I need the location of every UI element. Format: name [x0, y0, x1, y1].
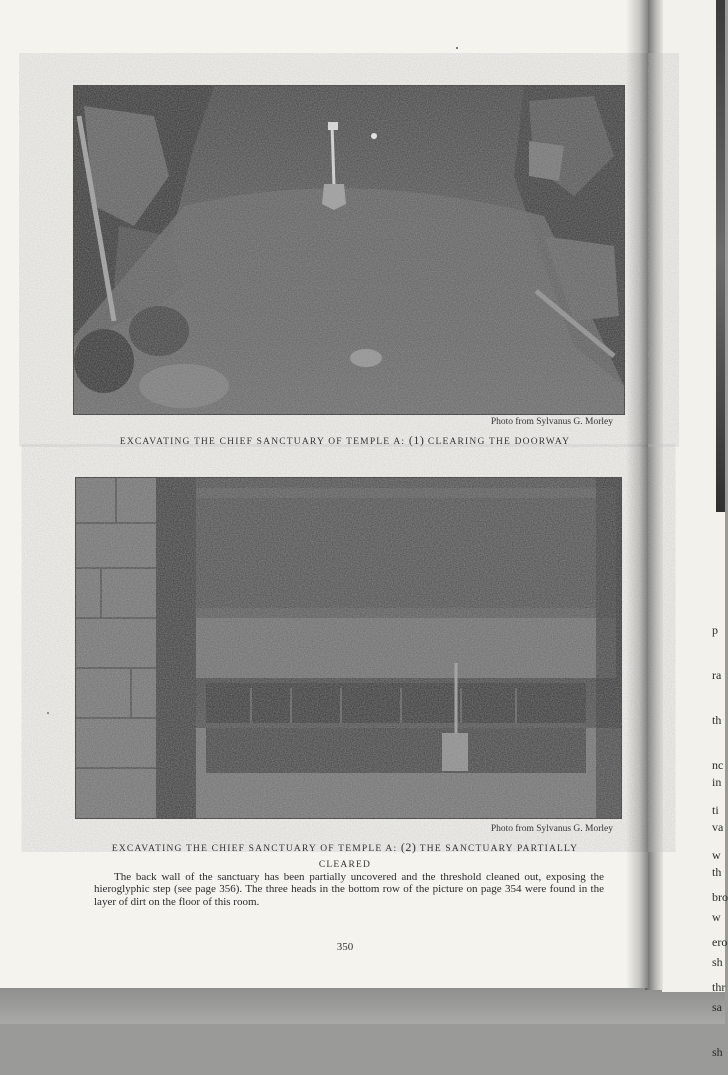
facing-text-block-3: bro ero thr	[712, 890, 728, 994]
dust-speck	[47, 712, 49, 714]
caption-prefix: EXCAVATING THE CHIEF SANCTUARY OF TEMPLE A:	[111, 844, 398, 854]
caption-suffix: CLEARING THE DOORWAY	[427, 437, 571, 447]
caption-line-1	[60, 839, 630, 857]
caption-number: (2)	[400, 840, 417, 854]
dust-speck	[456, 47, 458, 49]
scanner-bed-edge	[0, 986, 725, 1024]
caption-number: (1)	[408, 433, 425, 447]
facing-text-block-1: p ra th nc ti w	[712, 623, 724, 862]
photo-clearing-doorway-image	[74, 86, 624, 414]
photo-sanctuary-partially-cleared-image	[76, 478, 621, 818]
facing-text-block-2: in va th w sh sa sh	[712, 775, 724, 1059]
page-number: 350	[336, 941, 354, 953]
photo-sanctuary-partially-cleared	[75, 477, 622, 819]
facing-page-photo-edge	[716, 0, 725, 512]
caption-line-2: CLEARED	[318, 860, 372, 870]
photo-caption	[60, 839, 630, 873]
caption-suffix: THE SANCTUARY PARTIALLY	[419, 844, 579, 854]
photo-credit: Photo from Sylvanus G. Morley	[490, 417, 613, 427]
caption-prefix: EXCAVATING THE CHIEF SANCTUARY OF TEMPLE A:	[119, 437, 406, 447]
photo-clearing-doorway	[73, 85, 625, 415]
body-paragraph: The back wall of the sanctuary has been partially uncovered and the threshold cleaned out, exposing the hieroglyphic step (see page 356). The three heads in the bottom row of the picture on page 354 were found in the layer of dirt on the floor of this room.	[94, 871, 604, 908]
photo-caption	[60, 432, 630, 450]
photo-credit: Photo from Sylvanus G. Morley	[490, 824, 613, 834]
